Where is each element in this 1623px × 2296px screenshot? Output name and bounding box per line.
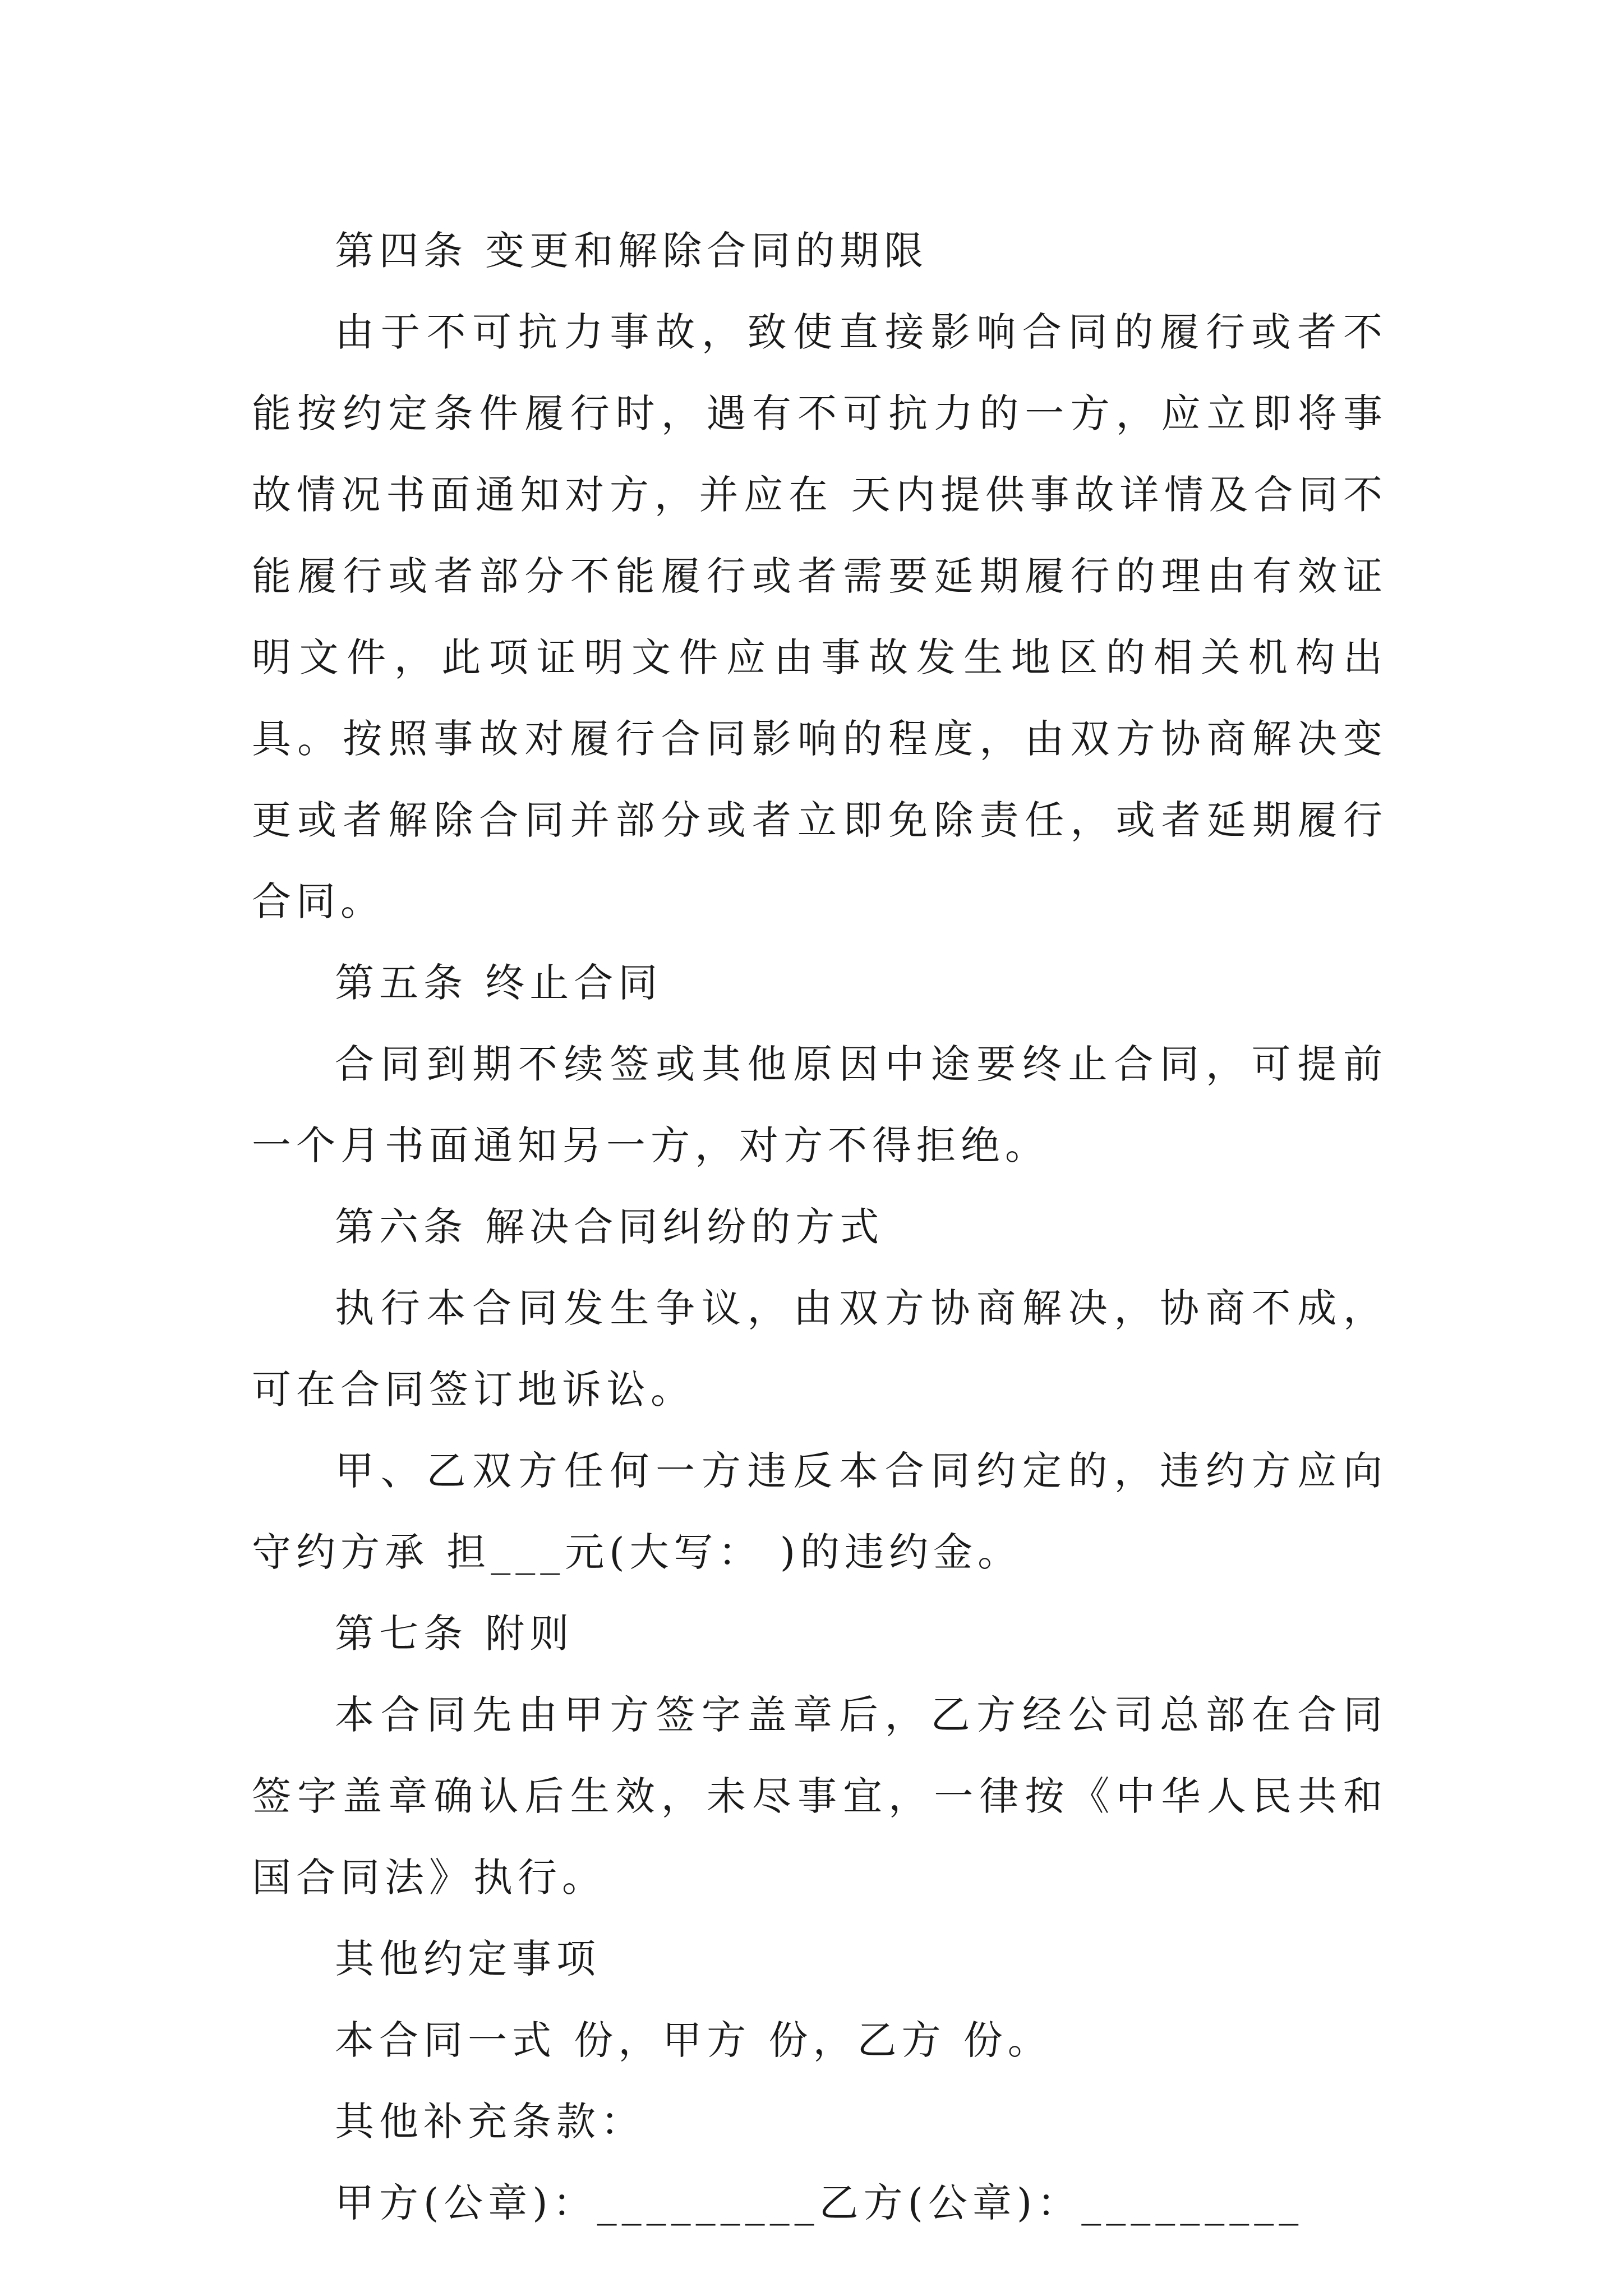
supplementary-terms-label: 其他补充条款： — [335, 2099, 645, 2145]
other-matters-heading: 其他约定事项 — [335, 1936, 601, 1982]
document-page — [252, 210, 1387, 2244]
article-7-heading: 第七条 附则 — [335, 1611, 574, 1657]
article-4-body: 由于不可抗力事故，致使直接影响合同的履行或者不能按约定条件履行时，遇有不可抗力的一方，应立即将事故情况书面通知对方，并应在 天内提供事故详情及合同不能履行或者部分不能履行或者需要延期履行的理由有效证明文件，此项证明文件应由事故发生地区的相关机构出具。按照事故对履行合同影响的程度，由双方协商解决变更或者解除合同并部分或者立即免除责任，或者延期履行合同。 — [252, 309, 1387, 924]
signature-line: 甲方(公章)：_________乙方(公章)：_________ — [335, 2180, 1304, 2226]
article-5-body: 合同到期不续签或其他原因中途要终止合同，可提前一个月书面通知另一方，对方不得拒绝。 — [252, 1041, 1387, 1168]
article-6-heading: 第六条 解决合同纠纷的方式 — [335, 1204, 884, 1250]
article-7-body: 本合同先由甲方签字盖章后，乙方经公司总部在合同签字盖章确认后生效，未尽事宜，一律按《中华人民共和国合同法》执行。 — [252, 1692, 1387, 1901]
article-6-body: 执行本合同发生争议，由双方协商解决，协商不成，可在合同签订地诉讼。 — [252, 1285, 1387, 1412]
article-5-heading: 第五条 终止合同 — [335, 960, 663, 1006]
copies-clause: 本合同一式 份，甲方 份，乙方 份。 — [335, 2017, 1052, 2063]
article-4-heading: 第四条 变更和解除合同的期限 — [335, 228, 929, 274]
breach-clause: 甲、乙双方任何一方违反本合同约定的，违约方应向守约方承 担___元(大写： )的违约金。 — [252, 1448, 1387, 1575]
